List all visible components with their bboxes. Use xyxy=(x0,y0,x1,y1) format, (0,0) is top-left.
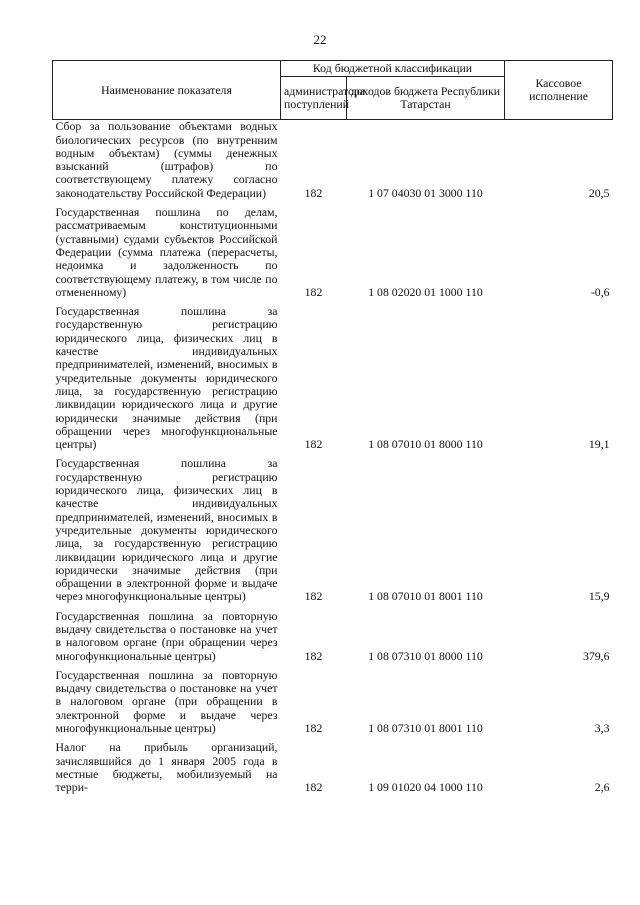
header-admin: администратора поступлений xyxy=(281,77,347,120)
row-admin: 182 xyxy=(304,284,323,299)
row-name: Государственная пошлина по делам, рассматриваемым конституционными (уставными) судами субъектов Российской Федерации (сумма платежа (перерасчеты, недоимка и задолженность по соответствующему платежу, в том числе по отмененному) xyxy=(55,205,278,299)
row-code: 1 08 07010 01 8001 110 xyxy=(368,589,483,604)
table-row xyxy=(53,741,613,800)
row-code: 1 09 01020 04 1000 110 xyxy=(368,780,483,795)
row-name: Государственная пошлина за государственную регистрацию юридического лица, физических лиц в качестве индивидуальных предпринимателей, изменений, вносимых в учредительные документы юридического лица, за государственную регистрацию ликвидации юридического лица и другие юридически значимые действия (при обращении через многофункциональные центры) xyxy=(55,304,278,452)
row-amount: 379,6 xyxy=(582,648,610,663)
row-code: 1 07 04030 01 3000 110 xyxy=(368,185,483,200)
row-code: 1 08 07010 01 8000 110 xyxy=(368,437,483,452)
row-admin: 182 xyxy=(304,648,323,663)
row-amount: 19,1 xyxy=(588,437,610,452)
row-admin: 182 xyxy=(304,185,323,200)
row-admin: 182 xyxy=(304,721,323,736)
header-amount: Кассовое исполнение xyxy=(505,61,613,120)
header-income: доходов бюджета Республики Татарстан xyxy=(347,77,505,120)
table-row xyxy=(53,305,613,457)
row-admin: 182 xyxy=(304,780,323,795)
row-amount: 3,3 xyxy=(594,721,610,736)
table-row xyxy=(53,610,613,669)
row-code: 1 08 07310 01 8000 110 xyxy=(368,648,483,663)
row-name: Государственная пошлина за повторную выдачу свидетельства о постановке на учет в налоговом органе (при обращении через многофункциональные центры) xyxy=(55,608,278,663)
row-amount: -0,6 xyxy=(590,284,610,299)
table-row xyxy=(53,206,613,305)
row-admin: 182 xyxy=(304,437,323,452)
table-row xyxy=(53,457,613,609)
row-name: Государственная пошлина за государственную регистрацию юридического лица, физических лиц в качестве индивидуальных предпринимателей, изменений, вносимых в учредительные документы юридического лица, за государственную регистрацию ликвидации юридического лица и другие юридически значимые действия (при обращении в электронной форме и выдаче через многофункциональные центры) xyxy=(55,456,278,604)
row-amount: 15,9 xyxy=(588,589,610,604)
page-number: 22 xyxy=(313,32,327,47)
row-code: 1 08 02020 01 1000 110 xyxy=(368,284,483,299)
row-name: Государственная пошлина за повторную выдачу свидетельства о постановке на учет в налоговом органе (при обращении в электронной форме и выдаче через многофункциональные центры) xyxy=(55,667,278,736)
row-amount: 20,5 xyxy=(588,185,610,200)
table-row xyxy=(53,669,613,741)
row-name: Сбор за пользование объектами водных биологических ресурсов (по внутренним водным объектам) (суммы денежных взысканий (штрафов) по соответствующему платежу согласно законодательству Российской Федерации) xyxy=(55,119,278,200)
row-amount: 2,6 xyxy=(594,780,610,795)
budget-table xyxy=(52,60,613,801)
row-name: Налог на прибыль организаций, зачислявшийся до 1 января 2005 года в местные бюджеты, мобилизуемый на терри- xyxy=(55,740,278,795)
table-row xyxy=(53,120,613,206)
row-code: 1 08 07310 01 8001 110 xyxy=(368,721,483,736)
header-code-group: Код бюджетной классификации xyxy=(281,61,505,77)
table-header xyxy=(53,61,613,120)
header-name: Наименование показателя xyxy=(53,61,281,120)
row-admin: 182 xyxy=(304,589,323,604)
